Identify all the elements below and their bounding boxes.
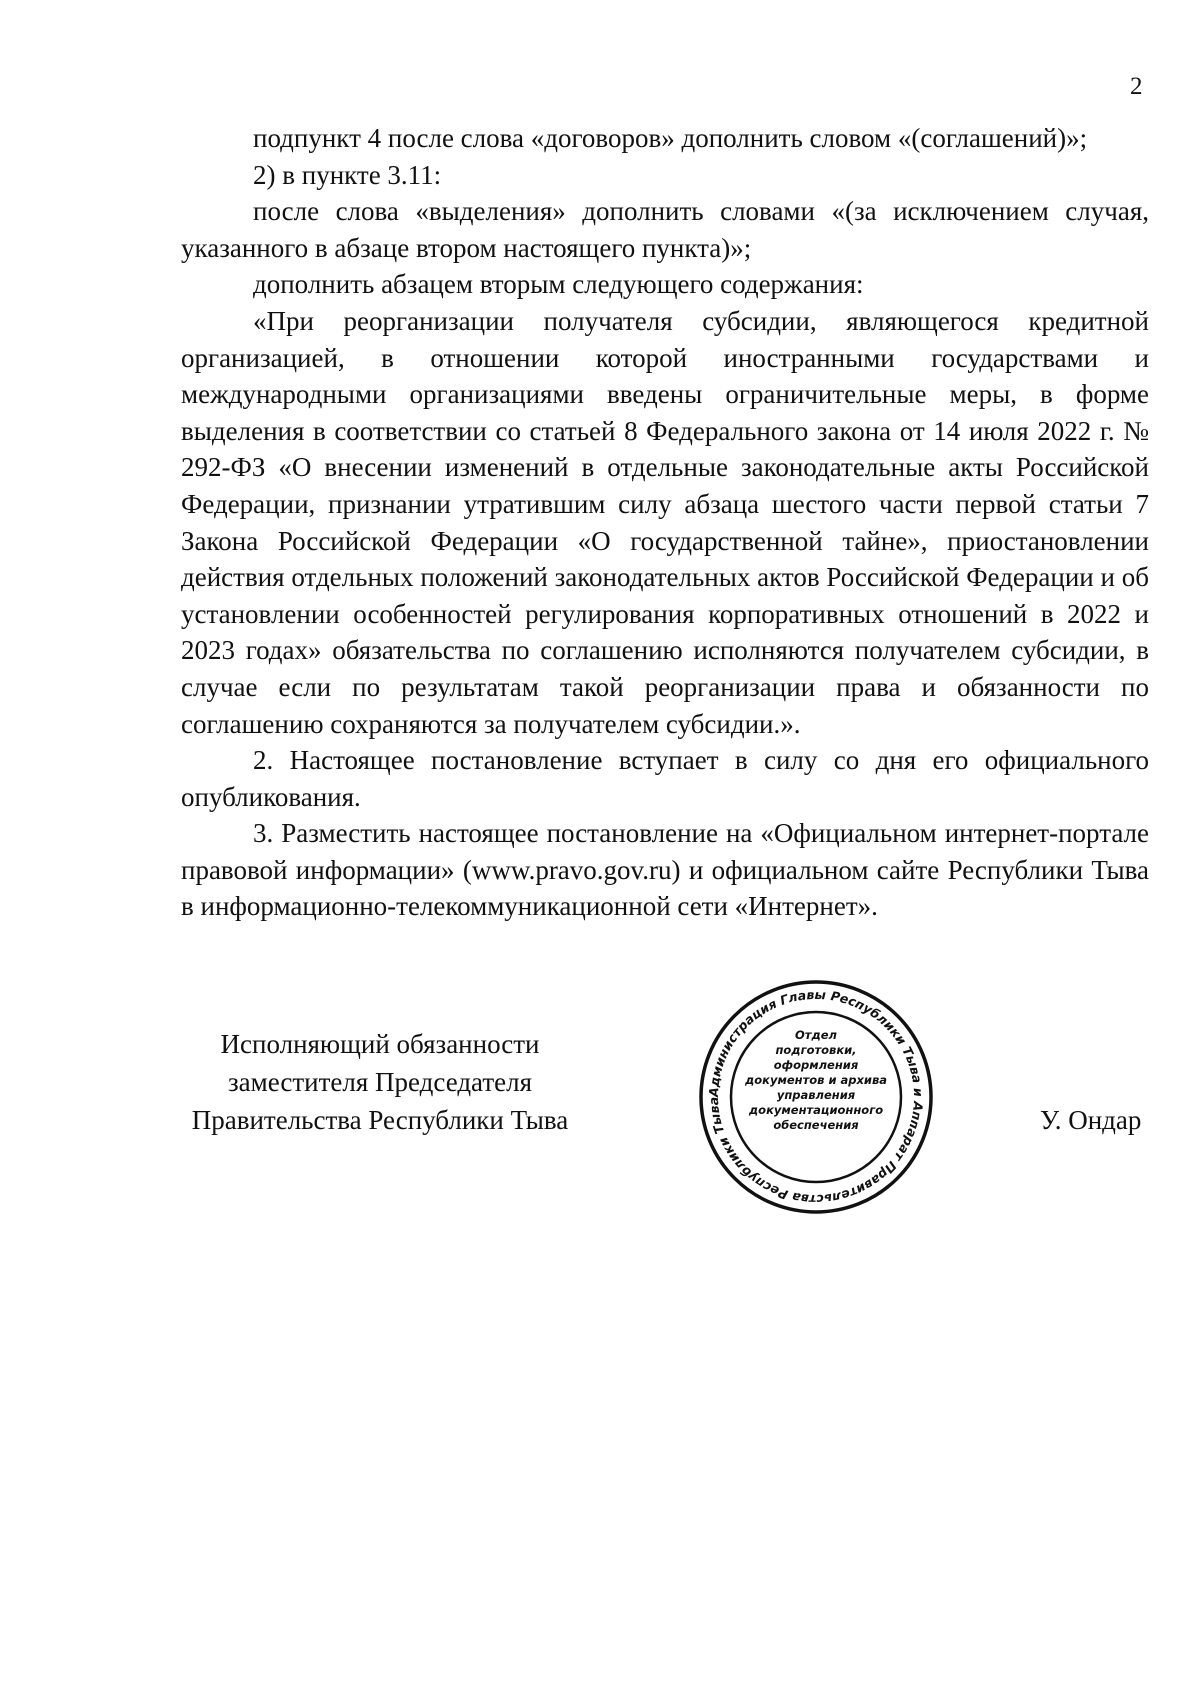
stamp-line: управления <box>776 1088 856 1102</box>
stamp-line: документов и архива <box>744 1073 888 1087</box>
stamp-line: оформления <box>773 1058 859 1072</box>
paragraph: 2. Настоящее постановление вступает в силу со дня его официального опубликования. <box>181 745 1149 812</box>
signer-title <box>170 1025 590 1139</box>
stamp-line: подготовки, <box>775 1043 857 1057</box>
stamp-ring-text: Администрация Главы Республики Тыва и Аппарат Правительства Республики Тыва <box>705 986 927 1208</box>
stamp-line: Отдел <box>795 1028 837 1042</box>
page-number: 2 <box>1130 73 1143 100</box>
stamp-line: документационного <box>748 1103 884 1117</box>
paragraph: 3. Разместить настоящее постановление на «Официальном интернет-портале правовой информации» (www.pravo.gov.ru) и официальном сайте Республики Тыва в информационно-телекоммуникационной сети «Интернет». <box>181 818 1149 922</box>
official-stamp <box>697 978 935 1216</box>
paragraph: «При реорганизации получателя субсидии, являющегося кредитной организацией, в отношении которой иностранными государствами и международными организациями введены ограничительные меры, в форме выделения в соответствии со статьей 8 Федерального закона от 14 июля 2022 г. № 292-ФЗ «О внесении изменений в отдельные законодательные акты Российской Федерации, признании утратившим силу абзаца шестого части первой статьи 7 Закона Российской Федерации «О государственной тайне», приостановлении действия отдельных положений законодательных актов Российской Федерации и об установлении особенностей регулирования корпоративных отношений в 2022 и 2023 годах» обязательства по соглашению исполняются получателем субсидии, в случае если по результатам такой реорганизации права и обязанности по соглашению сохраняются за получателем субсидии.». <box>181 305 1149 739</box>
signer-title-line: Правительства Республики Тыва <box>191 1105 569 1135</box>
document-body <box>181 120 1149 925</box>
signer-name: У. Ондар <box>1040 1105 1142 1135</box>
paragraph: 2) в пункте 3.11: <box>253 159 442 190</box>
signer-title-line: Исполняющий обязанности <box>220 1029 540 1059</box>
stamp-line: обеспечения <box>773 1118 859 1132</box>
signer-title-line: заместителя Председателя <box>227 1067 533 1097</box>
paragraph: после слова «выделения» дополнить словами «(за исключением случая, указанного в абзаце втором настоящего пункта)»; <box>181 196 1149 263</box>
paragraph: дополнить абзацем вторым следующего содержания: <box>253 269 864 300</box>
paragraph: подпункт 4 после слова «договоров» дополнить словом «(соглашений)»; <box>253 123 1088 153</box>
stamp-inner-text <box>741 1028 891 1133</box>
